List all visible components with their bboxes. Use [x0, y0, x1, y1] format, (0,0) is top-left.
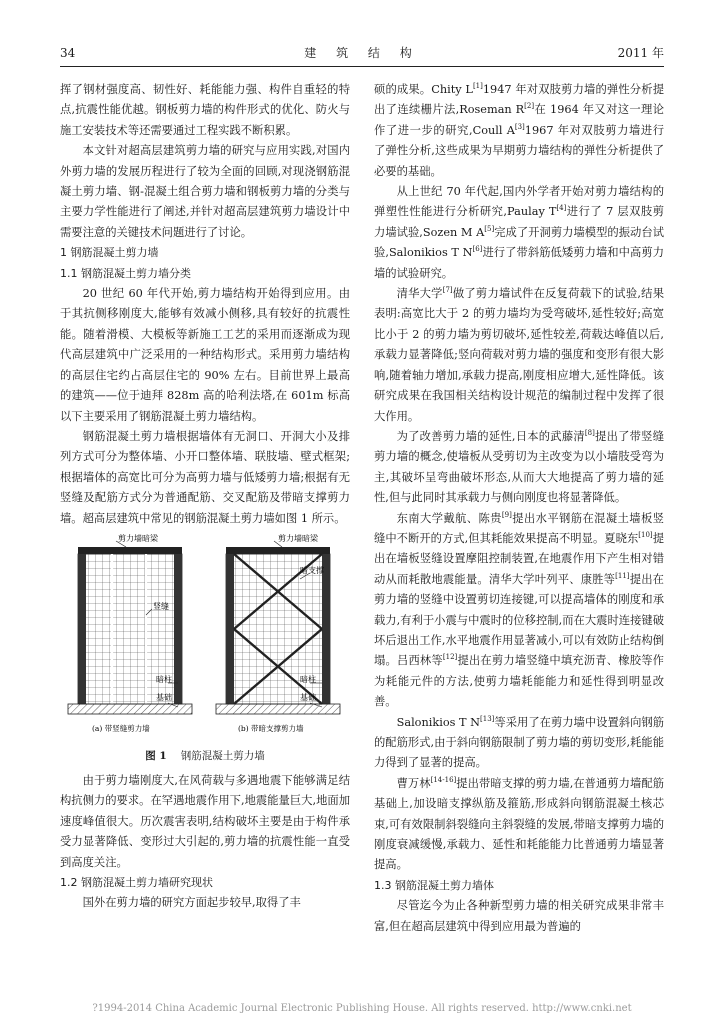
label-hidden-brace: 暗支撑 [300, 565, 324, 575]
section-heading: 1 钢筋混凝土剪力墙 [60, 246, 159, 260]
label-vertical-slit: 竖缝 [153, 601, 169, 611]
figure-caption [60, 747, 350, 765]
paragraph: 本文针对超高层建筑剪力墙的研究与应用实践,对国内外剪力墙的发展历程进行了较为全面的回顾,对现浇钢筋混凝土剪力墙、钢-混凝土组合剪力墙和钢板剪力墙的分类与主要力学性能进行了阐述,并针对超高层建筑剪力墙设计中需要注意的关键技术问题进行了讨论。 [60, 144, 350, 239]
hidden-column-b-right [322, 554, 330, 704]
issue-year: 2011 年 [617, 46, 664, 60]
citation: [13] [480, 714, 495, 723]
paragraph: 20 世纪 60 年代开始,剪力墙结构开始得到应用。由于其抗侧移刚度大,能够有效减小侧移,具有较好的抗震性能。随着滑模、大模板等新施工工艺的采用而逐渐成为现代高层建筑中广泛采用的一种结构形式。采用剪力墙结构的高层住宅约占高层住宅的 90% 左右。目前世界上最高的建筑——位于迪拜 828m 高的哈利法塔,在 601m 标高以下主要采用了钢筋混凝土剪力墙结构。 [60, 287, 350, 423]
journal-title: 建 筑 结 构 [304, 46, 420, 60]
text-run: 1967 年对双肢剪力墙进行了弹性分析,这些成果为早期剪力墙结构的弹性分析提供了必要的基础。 [374, 123, 664, 178]
hidden-beam-a [78, 547, 182, 554]
citation: [3] [514, 123, 525, 132]
right-column [374, 80, 664, 937]
citation: [6] [472, 245, 483, 254]
citation: [5] [484, 225, 495, 234]
left-column [60, 80, 350, 914]
label-a-foundation: 基础 [156, 692, 172, 702]
foundation-b [216, 704, 340, 714]
label-b-foundation: 基础 [300, 692, 316, 702]
label-b-hidden-beam: 剪力墙暗梁 [278, 533, 318, 543]
hidden-beam-b [226, 547, 330, 554]
paragraph: 尽管迄今为止各种新型剪力墙的相关研究成果非常丰富,但在超高层建筑中得到应用最为普遍的 [374, 899, 664, 933]
label-a-hidden-column: 暗柱 [156, 674, 172, 684]
paragraph [374, 509, 664, 713]
paragraph [374, 182, 664, 284]
citation: [14-16] [430, 776, 457, 785]
copyright-footer: ?1994-2014 China Academic Journal Electronic Publishing House. All rights reserved. http://www.cnki.net [92, 1003, 632, 1014]
paragraph [374, 427, 664, 509]
running-header [60, 42, 664, 64]
text-run: 1947 年对双肢剪力墙的弹性分析提出了连续栅片法,Roseman R [374, 83, 664, 117]
text-run: 清华大学 [396, 287, 443, 301]
text-run: 东南大学戴航、陈贵 [396, 511, 502, 525]
paragraph [374, 713, 664, 774]
text-run: 提出水平钢筋在混凝土墙板竖缝中不断开的方式,但其耗能效果提高不明显。夏晓东 [374, 511, 664, 545]
page-number: 34 [60, 46, 76, 60]
wall-a [68, 541, 192, 714]
subcaption-b: (b) 带暗支撑剪力墙 [238, 723, 304, 733]
paragraph: 由于剪力墙刚度大,在风荷载与多遇地震下能够满足结构抗侧力的要求。在罕遇地震作用下,地震能量巨大,地面加速度峰值很大。历次震害表明,结构破坏主要是由于构件承受力显著降低、变形过大引起的,剪力墙的抗震性能一直受到高度关注。 [60, 773, 350, 869]
figure-1 [60, 533, 350, 743]
text-run: 做了剪力墙试件在反复荷载下的试验,结果表明:高宽比大于 2 的剪力墙均为受弯破坏,延性较好;高宽比小于 2 的剪力墙为剪切破坏,延性较差,荷载达峰值以后,承载力显著降低;竖向荷载对剪力墙的强度和变形有很大影响,随着轴力增加,承载力提高,刚度相应增大,延性降低。该研究成果在我国相关结构设计规范的编制过程中发挥了很大作用。 [374, 287, 664, 423]
paragraph: 挥了钢材强度高、韧性好、耗能能力强、构件自重轻的特点,抗震性能优越。钢板剪力墙的构件形式的优化、防火与施工安装技术等还需要通过工程实践不断积累。 [60, 83, 350, 137]
text-run: 曹万林 [396, 776, 431, 790]
figure-number: 图 1 [145, 749, 167, 762]
hidden-column-a-right [174, 554, 182, 704]
paragraph: 国外在剪力墙的研究方面起步较早,取得了丰 [82, 896, 301, 910]
citation: [4] [556, 204, 567, 213]
paragraph: 钢筋混凝土剪力墙根据墙体有无洞口、开洞大小及排列方式可分为整体墙、小开口整体墙、联肢墙、壁式框架;根据墙体的高宽比可分为高剪力墙与低矮剪力墙;根据有无竖缝及配筋方式分为普通配筋、交叉配筋及带暗支撑剪力墙。超高层建筑中常见的钢筋混凝土剪力墙如图 1 所示。 [60, 429, 350, 525]
subsection-heading: 1.2 钢筋混凝土剪力墙研究现状 [60, 875, 213, 889]
citation: [2] [524, 102, 535, 111]
label-b-hidden-column: 暗柱 [300, 674, 316, 684]
paragraph [374, 80, 664, 182]
text-run: 提出在墙板竖缝设置摩阻控制装置,在地震作用下产生相对错动从而耗散地震能量。清华大学叶列平、康胜等 [374, 531, 664, 586]
hidden-column-b-left [226, 554, 234, 704]
figure-caption-text: 钢筋混凝土剪力墙 [180, 749, 265, 762]
text-run: 在 1964 年又对这一理论作了进一步的研究,Coull A [374, 103, 665, 137]
text-run: 为了改善剪力墙的延性,日本的武藤清 [396, 429, 585, 443]
citation: [8] [584, 429, 595, 438]
text-run: 完成了开洞剪力墙模型的振动台试验,Salonikios T N [374, 225, 664, 260]
text-run: 从上世纪 70 年代起,国内外学者开始对剪力墙结构的弹塑性性能进行分析研究,Paulay T [374, 185, 664, 219]
hidden-column-a-left [78, 554, 86, 704]
subcaption-a: (a) 带竖缝剪力墙 [92, 723, 150, 733]
text-run: 进行了 7 层双肢剪力墙试验,Sozen M A [374, 205, 664, 239]
subsection-heading: 1.1 钢筋混凝土剪力墙分类 [60, 266, 191, 280]
label-a-hidden-beam: 剪力墙暗梁 [118, 533, 158, 543]
text-run: 硕的成果。Chity L [374, 83, 473, 96]
text-run: 提出带暗支撑的剪力墙,在普通剪力墙配筋基础上,加设暗支撑纵筋及箍筋,形成斜向钢筋混凝土核芯束,可有效限制斜裂缝向主斜裂缝的发展,带暗支撑剪力墙的刚度衰减缓慢,承载力、延性和耗能能力比普通剪力墙显著提高。 [374, 776, 664, 872]
subsection-heading: 1.3 钢筋混凝土剪力墙体 [374, 878, 494, 892]
text-run: 提出了带竖缝剪力墙的概念,使墙板从受剪切为主改变为以小墙肢受弯为主,其破坏呈弯曲破坏形态,从而大大地提高了剪力墙的延性,但与此同时其承载力与侧向刚度也将显著降低。 [374, 429, 664, 505]
text-run: 提出在剪力墙的竖缝中设置剪切连接键,可以提高墙体的刚度和承载力,有利于小震与中震时的位移控制,而在大震时连接键破坏后退出工作,水平地震作用显著减小,可以有效防止结构倒塌。吕西林等 [374, 572, 664, 668]
citation: [1] [472, 82, 483, 91]
paragraph [374, 284, 664, 427]
citation: [10] [638, 531, 653, 540]
text-run: 提出在剪力墙竖缝中填充沥青、橡胶等作为耗能元件的方法,使剪力墙耗能能力和延性得到明显改善。 [374, 654, 664, 709]
header-rule [60, 66, 664, 67]
text-run: 进行了带斜筋低矮剪力墙和中高剪力墙的试验研究。 [374, 246, 664, 280]
paragraph [374, 774, 664, 876]
citation: [12] [442, 653, 458, 662]
foundation-a [68, 704, 192, 714]
figure-1-drawing [60, 533, 350, 743]
citation: [9] [501, 510, 512, 519]
text-run: 等采用了在剪力墙中设置斜向钢筋的配筋形式,由于斜向钢筋限制了剪力墙的剪切变形,耗能能力得到了显著的提高。 [374, 715, 664, 770]
citation: [7] [442, 286, 453, 295]
text-run: Salonikios T N [396, 715, 481, 729]
citation: [11] [615, 571, 630, 580]
